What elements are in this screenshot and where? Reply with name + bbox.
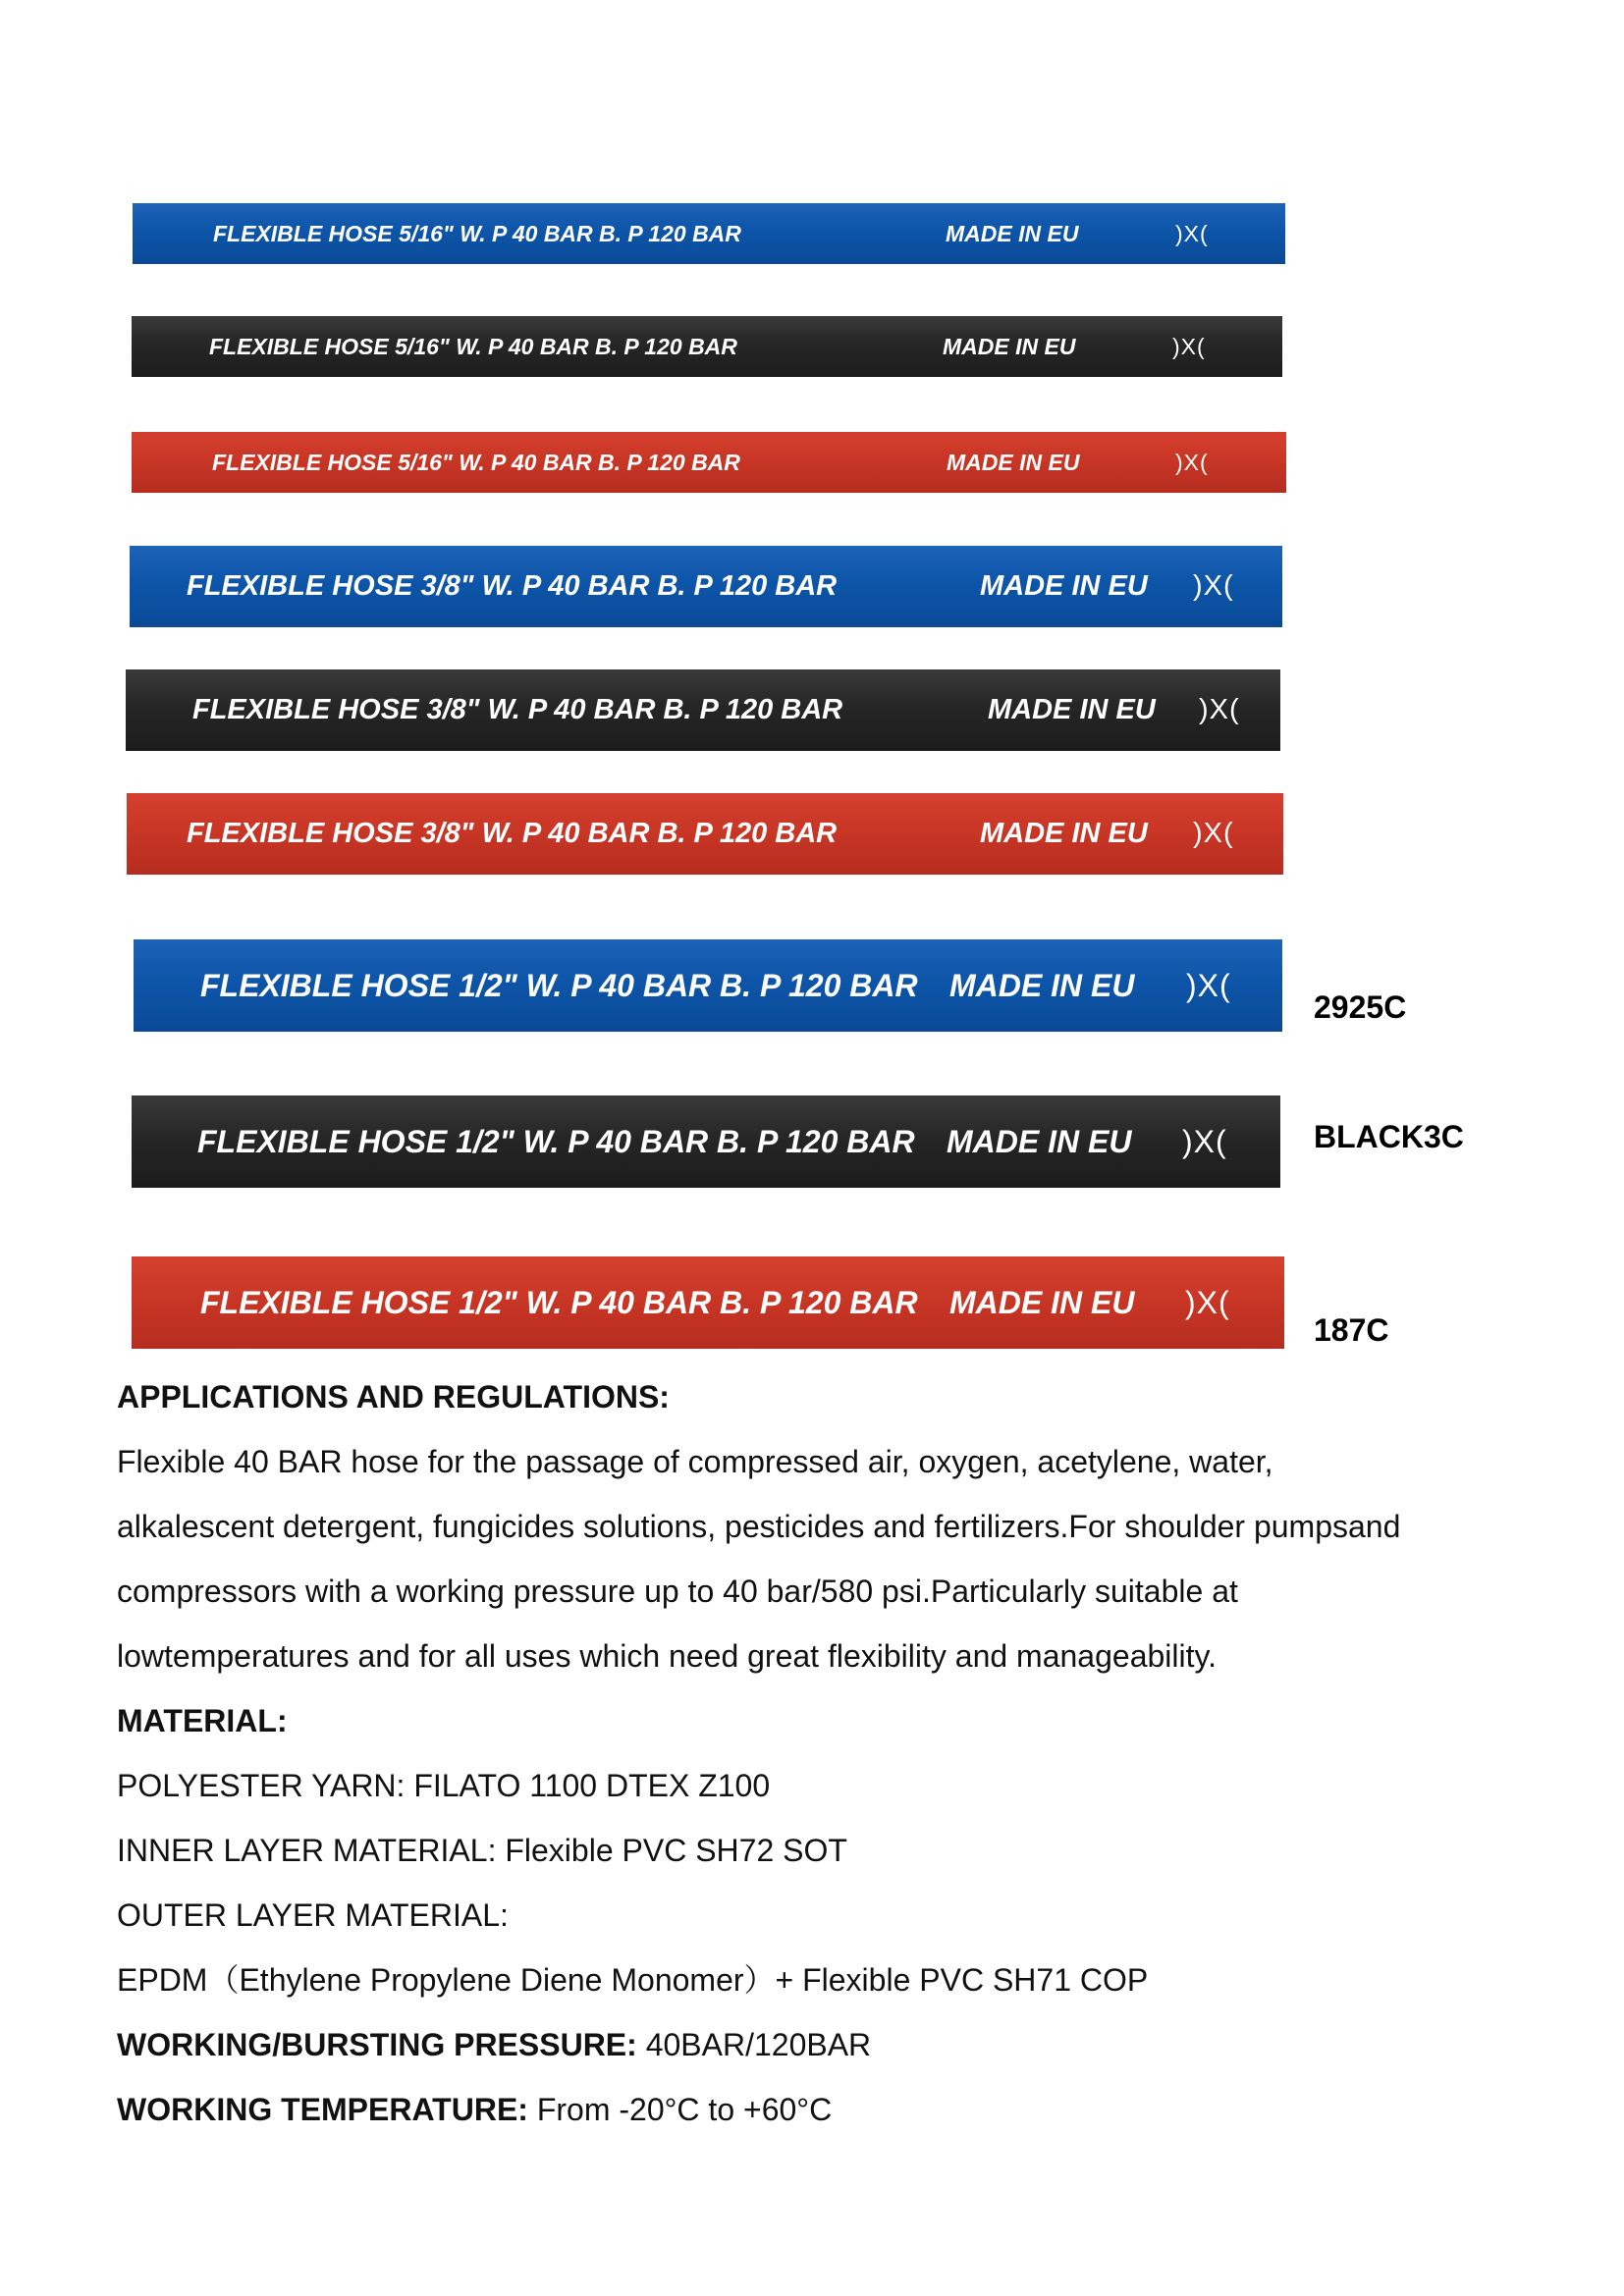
hose-stripe-1-2-black bbox=[132, 1095, 1280, 1188]
color-code-red: 187C bbox=[1314, 1312, 1389, 1348]
applications-line: alkalescent detergent, fungicides solutions, pesticides and fertilizers.For shoulder pumpsand bbox=[117, 1509, 1401, 1544]
hose-stripe-3-8-red bbox=[127, 793, 1283, 875]
hose-origin-text: MADE IN EU bbox=[947, 1123, 1132, 1159]
hose-origin-text: MADE IN EU bbox=[988, 694, 1156, 725]
temperature-label: WORKING TEMPERATURE: bbox=[117, 2092, 528, 2127]
hose-logo-mark: )X( bbox=[1199, 694, 1240, 725]
material-outer-layer-value: EPDM（Ethylene Propylene Diene Monomer）+ Flexible PVC SH71 COP bbox=[117, 1962, 1149, 1998]
hose-stripe-5-16-red bbox=[132, 432, 1286, 493]
hose-print-text: FLEXIBLE HOSE 3/8" W. P 40 BAR B. P 120 BAR bbox=[192, 694, 843, 725]
hose-print-text: FLEXIBLE HOSE 5/16" W. P 40 BAR B. P 120 BAR bbox=[213, 220, 741, 246]
hose-stripe-3-8-black bbox=[126, 669, 1280, 751]
pressure-label: WORKING/BURSTING PRESSURE: bbox=[117, 2027, 637, 2062]
pressure-value: 40BAR/120BAR bbox=[636, 2027, 872, 2062]
hose-print-text: FLEXIBLE HOSE 1/2" W. P 40 BAR B. P 120 BAR bbox=[200, 1284, 918, 1320]
color-code-black: BLACK3C bbox=[1314, 1119, 1464, 1154]
hose-print-text: FLEXIBLE HOSE 3/8" W. P 40 BAR B. P 120 BAR bbox=[187, 570, 838, 602]
hose-stripe-1-2-red bbox=[132, 1256, 1284, 1349]
applications-line: Flexible 40 BAR hose for the passage of compressed air, oxygen, acetylene, water, bbox=[117, 1444, 1273, 1479]
hose-logo-mark: )X( bbox=[1182, 1123, 1227, 1159]
material-heading: MATERIAL: bbox=[117, 1703, 288, 1738]
applications-heading: APPLICATIONS AND REGULATIONS: bbox=[117, 1379, 670, 1415]
pressure-spec bbox=[117, 2012, 1531, 2077]
hose-logo-mark: )X( bbox=[1193, 818, 1234, 849]
color-code-blue: 2925C bbox=[1314, 989, 1407, 1025]
hose-print-text: FLEXIBLE HOSE 1/2" W. P 40 BAR B. P 120 BAR bbox=[200, 967, 918, 1003]
temperature-value: From -20°C to +60°C bbox=[527, 2092, 833, 2127]
hose-logo-mark: )X( bbox=[1186, 967, 1231, 1003]
hose-stripe-1-2-blue bbox=[134, 939, 1282, 1032]
material-polyester: POLYESTER YARN: FILATO 1100 DTEX Z100 bbox=[117, 1768, 771, 1803]
hose-print-text: FLEXIBLE HOSE 5/16" W. P 40 BAR B. P 120 BAR bbox=[212, 449, 740, 475]
hose-origin-text: MADE IN EU bbox=[949, 967, 1135, 1003]
hose-print-text: FLEXIBLE HOSE 1/2" W. P 40 BAR B. P 120 BAR bbox=[197, 1123, 915, 1159]
specification-text bbox=[117, 1364, 1531, 2142]
hose-origin-text: MADE IN EU bbox=[980, 570, 1148, 602]
temperature-spec bbox=[117, 2077, 1531, 2142]
hose-origin-text: MADE IN EU bbox=[943, 333, 1076, 359]
hose-logo-mark: )X( bbox=[1193, 570, 1234, 602]
hose-stripe-3-8-blue bbox=[130, 546, 1282, 627]
material-outer-layer-label: OUTER LAYER MATERIAL: bbox=[117, 1897, 509, 1933]
hose-origin-text: MADE IN EU bbox=[980, 818, 1148, 849]
hose-logo-mark: )X( bbox=[1175, 449, 1209, 475]
hose-stripe-5-16-black bbox=[132, 316, 1282, 377]
hose-print-text: FLEXIBLE HOSE 5/16" W. P 40 BAR B. P 120 BAR bbox=[209, 333, 737, 359]
hose-stripe-5-16-blue bbox=[133, 203, 1285, 264]
hose-logo-mark: )X( bbox=[1185, 1284, 1230, 1320]
hose-origin-text: MADE IN EU bbox=[946, 220, 1079, 246]
hose-origin-text: MADE IN EU bbox=[947, 449, 1080, 475]
hose-origin-text: MADE IN EU bbox=[949, 1284, 1135, 1320]
hose-logo-mark: )X( bbox=[1172, 333, 1206, 359]
material-inner-layer: INNER LAYER MATERIAL: Flexible PVC SH72 SOT bbox=[117, 1833, 847, 1868]
hose-print-text: FLEXIBLE HOSE 3/8" W. P 40 BAR B. P 120 BAR bbox=[187, 818, 838, 849]
applications-line: compressors with a working pressure up to 40 bar/580 psi.Particularly suitable at bbox=[117, 1574, 1238, 1609]
applications-line: lowtemperatures and for all uses which need great flexibility and manageability. bbox=[117, 1638, 1218, 1674]
hose-logo-mark: )X( bbox=[1175, 220, 1209, 246]
